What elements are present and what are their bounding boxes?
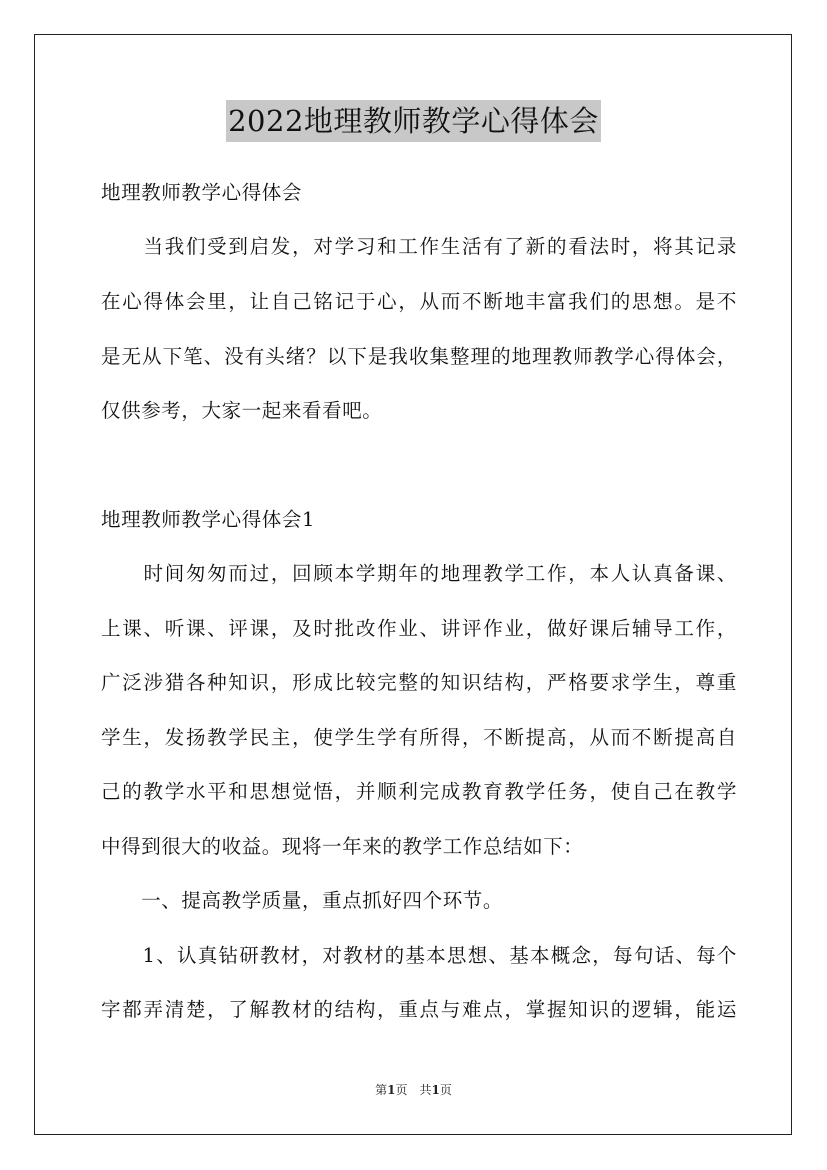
section-heading: 地理教师教学心得体会	[101, 181, 303, 204]
body-text-line: 一、提高教学质量，重点抓好四个环节。	[101, 889, 504, 912]
body-text-line: 上课、听课、评课，及时批改作业、讲评作业，做好课后辅导工作，	[101, 617, 737, 640]
body-text-line: 己的教学水平和思想觉悟，并顺利完成教育教学任务，使自己在教学	[101, 780, 737, 803]
body-text-line: 字都弄清楚，了解教材的结构，重点与难点，掌握知识的逻辑，能运	[101, 998, 737, 1021]
section-heading: 地理教师教学心得体会1	[101, 508, 316, 531]
title-wrapper	[0, 100, 827, 142]
body-text-line: 1、认真钻研教材，对教材的基本思想、基本概念，每句话、每个	[101, 944, 737, 967]
document-title: 2022地理教师教学心得体会	[226, 100, 601, 142]
body-text-line: 当我们受到启发，对学习和工作生活有了新的看法时，将其记录	[101, 235, 737, 258]
body-text-line: 在心得体会里，让自己铭记于心，从而不断地丰富我们的思想。是不	[101, 290, 737, 313]
body-text-line: 广泛涉猎各种知识，形成比较完整的知识结构，严格要求学生，尊重	[101, 671, 737, 694]
page-suffix: 页	[439, 1083, 452, 1097]
page-mid: 页 共	[395, 1083, 432, 1097]
body-text-line: 学生，发扬教学民主，使学生学有所得，不断提高，从而不断提高自	[101, 726, 737, 749]
page-total: 1	[431, 1083, 440, 1097]
body-text-line: 中得到很大的收益。现将一年来的教学工作总结如下：	[101, 835, 584, 858]
body-text-line: 时间匆匆而过，回顾本学期年的地理教学工作，本人认真备课、	[101, 562, 737, 585]
page-footer	[0, 1081, 827, 1098]
body-text-line: 仅供参考，大家一起来看看吧。	[101, 399, 383, 422]
page-prefix: 第	[375, 1083, 388, 1097]
body-text-line: 是无从下笔、没有头绪？以下是我收集整理的地理教师教学心得体会，	[101, 345, 737, 368]
page-current: 1	[387, 1083, 396, 1097]
